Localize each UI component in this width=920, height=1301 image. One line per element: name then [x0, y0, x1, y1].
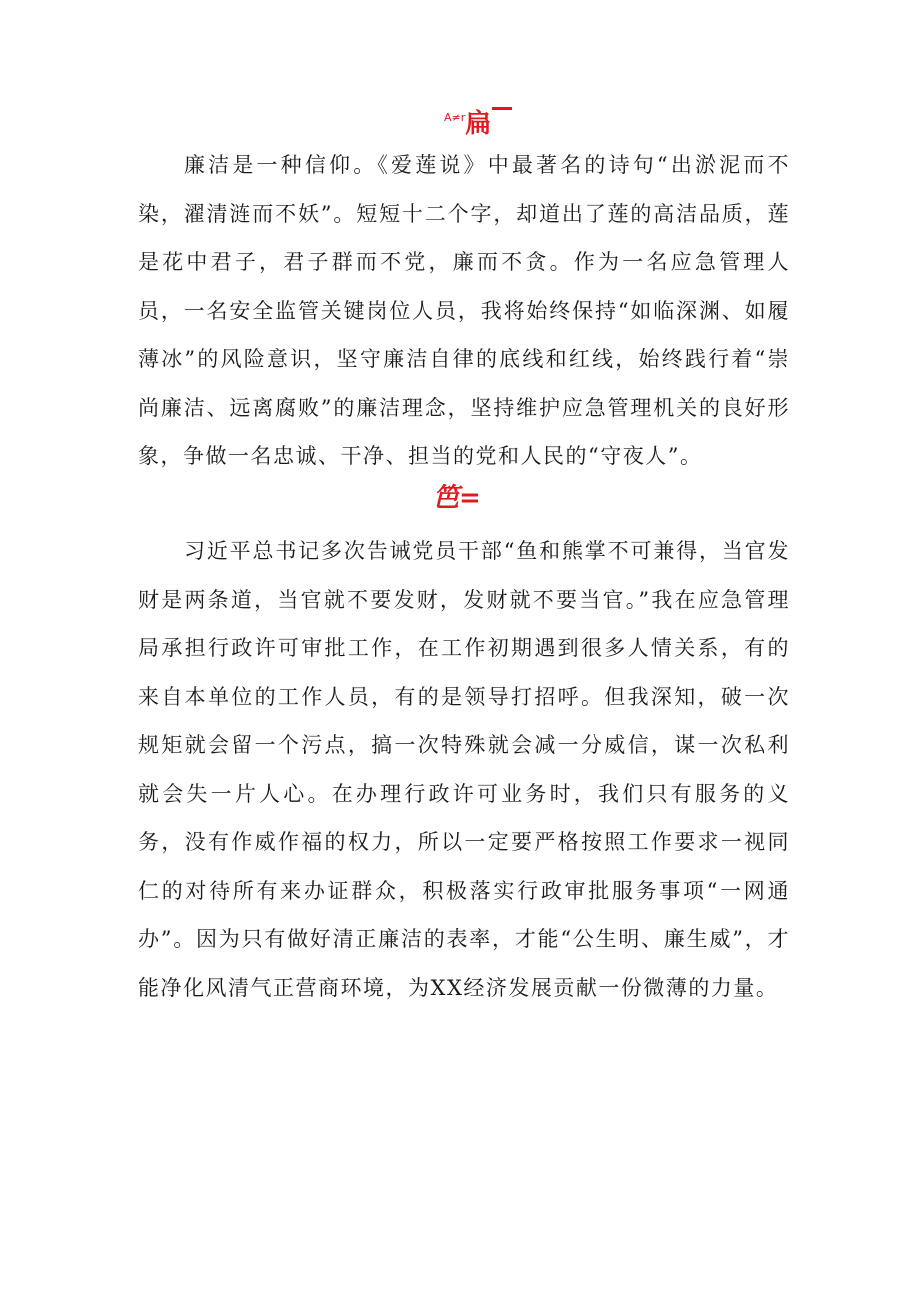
section-1-paragraph: 廉洁是一种信仰。《爱莲说》中最著名的诗句“出淤泥而不染，濯清涟而不妖”。短短十二个字，却道出了莲的高洁品质，莲是花中君子，君子群而不党，廉而不贪。作为一名应急管理人员，一名安全监管关键岗位人员，我将始终保持“如临深渊、如履薄冰”的风险意识，坚守廉洁自律的底线和红线，始终践行着“崇尚廉洁、远离腐败”的廉洁理念，坚持维护应急管理机关的良好形象，争做一名忠诚、干净、担当的党和人民的“守夜人”。: [138, 153, 790, 468]
heading-bar-decoration: [492, 107, 512, 110]
section-2-heading: 笆=: [433, 483, 481, 513]
section-1-heading-char: 扁: [465, 109, 492, 139]
section-2-paragraph: 习近平总书记多次告诫党员干部“鱼和熊掌不可兼得，当官发财是两条道，当官就不要发财，发财就不要当官。”我在应急管理局承担行政许可审批工作，在工作初期遇到很多人情关系，有的来自本单位的工作人员，有的是领导打招呼。但我深知，破一次规矩就会留一个污点，搞一次特殊就会减一分威信，谋一次私利就会失一片人心。在办理行政许可业务时，我们只有服务的义务，没有作威作福的权力，所以一定要严格按照工作要求一视同仁的对待所有来办证群众，积极落实行政审批服务事项“一网通办”。因为只有做好清正廉洁的表率，才能“公生明、廉生威”，才能净化风清气正营商环境，为XX经济发展贡献一份微薄的力量。: [138, 539, 790, 1000]
section-1-heading: [444, 98, 512, 144]
section-1-heading-prefix: A≠r: [444, 111, 466, 124]
